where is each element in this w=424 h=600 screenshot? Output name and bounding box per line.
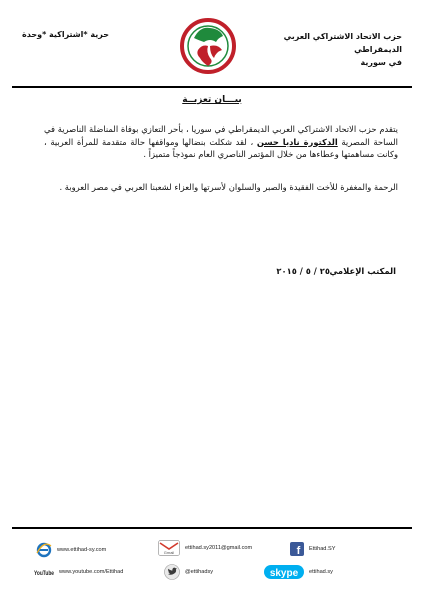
skype-text: ettihad.sy bbox=[309, 569, 333, 575]
facebook-text: Ettihad.SY bbox=[309, 546, 336, 552]
skype-logo-text: skype bbox=[269, 568, 299, 579]
skype-icon bbox=[264, 564, 304, 580]
facebook-icon bbox=[290, 542, 304, 556]
paragraph-1-text-b: ، لقد شكلت بنضالها ومواقفها حالة متقدمة للمرأة العربية ، وكانت مساهمتها وعطاءها من خلال المؤتمر الناصري العام نموذجاً متميزاً . bbox=[44, 136, 398, 160]
party-name bbox=[242, 30, 402, 69]
skype-link[interactable] bbox=[264, 564, 333, 580]
youtube-icon bbox=[34, 566, 54, 578]
twitter-icon bbox=[164, 564, 180, 580]
footer-divider bbox=[12, 527, 412, 529]
email-link[interactable] bbox=[158, 540, 252, 556]
party-slogan: حرية *اشتراكية *وحدة bbox=[22, 30, 109, 39]
twitter-link[interactable] bbox=[164, 564, 213, 580]
twitter-text: @ettihadsy bbox=[185, 569, 214, 575]
paragraph-1-text-a: يتقدم حزب الاتحاد الاشتراكي العربي الديمقراطي في سوريا ، بأحر التعازي بوفاة المناضلة الناصرية في الساحة المصرية bbox=[44, 124, 398, 147]
statement-title: بيـــان تعزيــة bbox=[182, 95, 242, 105]
party-name-line2: في سورية bbox=[360, 58, 402, 67]
youtube-text: www.youtube.com/Ettihad bbox=[59, 569, 124, 575]
gmail-icon bbox=[158, 540, 180, 556]
header-divider bbox=[12, 86, 412, 88]
statement-paragraph-1 bbox=[44, 123, 398, 161]
website-text: www.ettihad-sy.com bbox=[57, 547, 107, 553]
statement-paragraph-2: الرحمة والمغفرة للأخت الفقيدة والصبر والسلوان لأسرتها والعزاء لشعبنا العربي في مصر العروبة . bbox=[59, 182, 398, 192]
email-text: ettihad.sy2011@gmail.com bbox=[185, 545, 253, 551]
contact-footer bbox=[0, 534, 424, 594]
svg-text:f: f bbox=[296, 545, 301, 557]
website-link[interactable] bbox=[36, 542, 106, 558]
facebook-link[interactable] bbox=[290, 542, 335, 556]
deceased-name: الدكتورة ناديا حسن bbox=[256, 136, 338, 147]
party-name-line1: حزب الاتحاد الاشتراكي العربي الديمقراطي bbox=[283, 32, 402, 54]
youtube-link[interactable] bbox=[34, 566, 123, 578]
statement-date: ٢٥ / ٥ / ٢٠١٥ bbox=[276, 266, 330, 276]
gmail-logo-text: Gmail bbox=[163, 550, 175, 555]
signature-office: المكتب الإعلامي bbox=[329, 266, 396, 276]
youtube-logo-text: YouTube bbox=[34, 571, 55, 577]
internet-explorer-icon bbox=[36, 542, 52, 558]
party-logo-icon bbox=[180, 16, 236, 76]
